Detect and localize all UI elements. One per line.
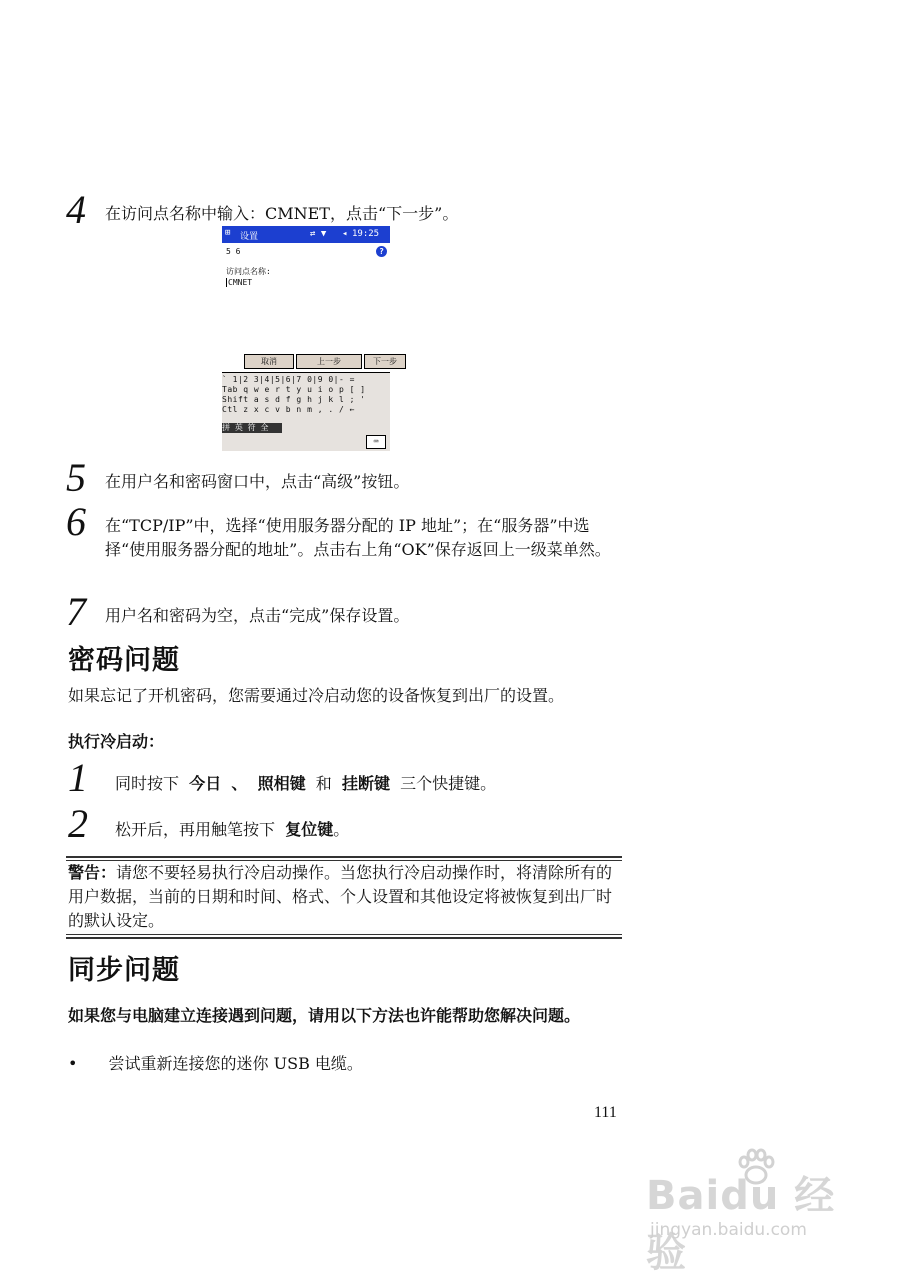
bullet-list <box>68 1052 363 1076</box>
section-heading: 同步问题 <box>68 955 180 986</box>
conjunction: 和 <box>315 774 332 793</box>
step-number: 1 <box>68 755 88 800</box>
section-heading: 密码问题 <box>68 645 180 676</box>
step-text: 三个快捷键。 <box>400 774 497 793</box>
subtitle: 5 6 <box>226 247 241 256</box>
step-number: 4 <box>66 187 86 232</box>
watermark-url: jingyan.baidu.com <box>650 1220 807 1240</box>
keyboard-row[interactable]: ` 1|2 3|4|5|6|7 0|9 0|- = <box>222 375 355 384</box>
step-text: 松开后，再用触笔按下 <box>115 820 276 839</box>
step-number: 6 <box>66 499 86 544</box>
page-number: 111 <box>594 1104 617 1121</box>
warning-box <box>66 856 622 938</box>
warning-body: 请您不要轻易执行冷启动操作。当您执行冷启动操作时，将清除所有的用户数据，当前的日期和时间、格式、个人设置和其他设定将被恢复到出厂时的默认设定。 <box>68 863 613 930</box>
title-bar <box>222 226 390 243</box>
soft-keyboard[interactable] <box>222 372 390 451</box>
subheading: 执行冷启动： <box>68 732 165 751</box>
signal-icon: ⇄ ▼ <box>310 229 327 239</box>
cold-boot-step-2 <box>115 818 349 842</box>
cancel-button[interactable]: 取消 <box>244 354 294 369</box>
warning-label: 警告： <box>68 863 117 882</box>
key-name: 今日 <box>189 774 222 793</box>
help-icon[interactable]: ? <box>376 246 387 257</box>
key-name: 挂断键 <box>341 774 390 793</box>
windows-flag-icon: ⊞ <box>225 228 231 238</box>
keyboard-row[interactable]: Shift a s d f g h j k l ; ' <box>222 395 366 404</box>
screen-title: 设置 <box>240 232 259 242</box>
step-7-text: 用户名和密码为空，点击“完成”保存设置。 <box>105 606 410 625</box>
watermark-logo: Baidu 经验 <box>646 1173 836 1276</box>
step-4-text: 在访问点名称中输入：CMNET，点击“下一步”。 <box>105 204 459 223</box>
key-name: 照相键 <box>257 774 306 793</box>
input-method-bar[interactable]: 拼 英 符 全 <box>222 423 282 433</box>
speaker-icon: ◂ <box>342 229 348 239</box>
step-number: 5 <box>66 455 86 500</box>
step-5-text: 在用户名和密码窗口中，点击“高级”按钮。 <box>105 472 410 491</box>
watermark <box>640 1148 870 1276</box>
warning-text <box>68 861 622 933</box>
divider <box>66 934 622 939</box>
back-button[interactable]: 上一步 <box>296 354 362 369</box>
step-text: 同时按下 <box>115 774 180 793</box>
field-label: 访问点名称: <box>226 267 271 276</box>
device-screenshot <box>222 226 397 450</box>
step-6-text: 在“TCP/IP”中，选择“使用服务器分配的 IP 地址”；在“服务器”中选择“使用服务器分配的地址”。点击右上角“OK”保存返回上一级菜单然。 <box>105 516 611 559</box>
separator: 、 <box>231 774 248 793</box>
step-number: 7 <box>66 589 86 634</box>
next-button[interactable]: 下一步 <box>364 354 406 369</box>
cold-boot-step-1 <box>115 772 496 796</box>
list-item: 尝试重新连接您的迷你 USB 电缆。 <box>108 1054 363 1073</box>
section-lead: 如果您与电脑建立连接遇到问题，请用以下方法也许能帮助您解决问题。 <box>68 1006 581 1025</box>
key-name: 复位键 <box>285 820 334 839</box>
section-intro: 如果忘记了开机密码，您需要通过冷启动您的设备恢复到出厂的设置。 <box>68 686 565 705</box>
bullet-icon: • <box>68 1054 78 1073</box>
step-text: 。 <box>333 820 350 839</box>
access-point-input[interactable]: CMNET <box>228 278 253 287</box>
keyboard-row[interactable]: Tab q w e r t y u i o p [ ] <box>222 385 366 394</box>
step-number: 2 <box>68 801 88 846</box>
keyboard-icon[interactable]: ⌨ <box>366 435 386 449</box>
clock: 19:25 <box>352 229 380 239</box>
keyboard-row[interactable]: Ctl z x c v b n m , . / ← <box>222 405 355 414</box>
